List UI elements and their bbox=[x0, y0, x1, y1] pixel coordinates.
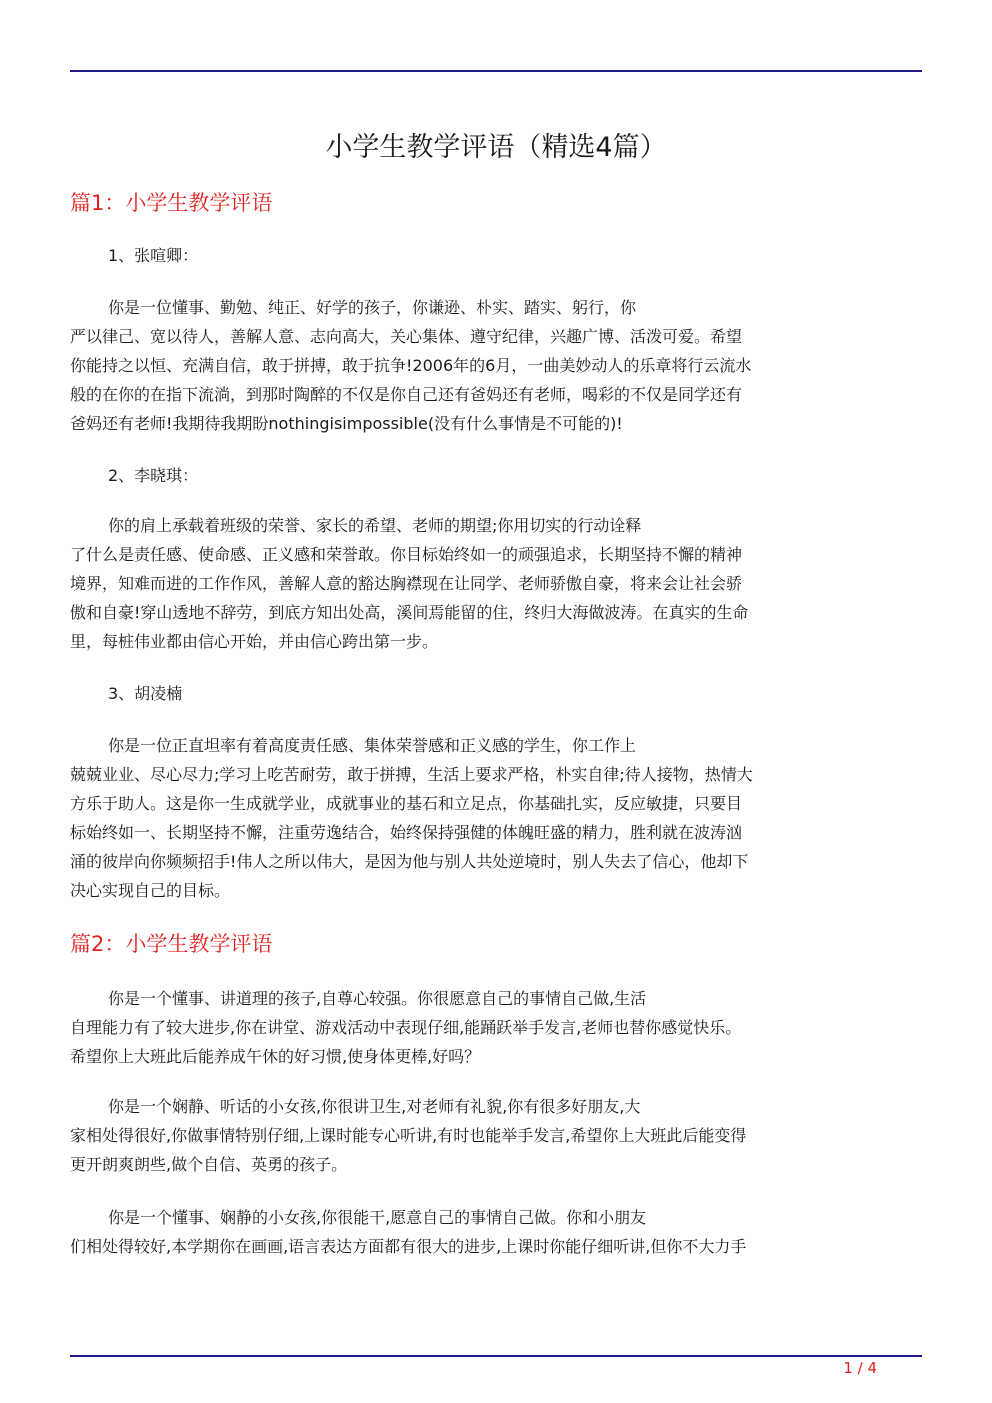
entry-label-3: 3、胡凌楠 bbox=[108, 684, 183, 703]
text-line: 更开朗爽朗些,做个自信、英勇的孩子。 bbox=[70, 1155, 348, 1174]
text-line: 你是一位正直坦率有着高度责任感、集体荣誉感和正义感的学生，你工作上 bbox=[108, 736, 637, 755]
text-line: 希望你上大班此后能养成午休的好习惯,使身体更棒,好吗？ bbox=[70, 1047, 481, 1066]
text-line: 你的肩上承载着班级的荣誉、家长的希望、老师的期望;你用切实的行动诠释 bbox=[108, 516, 642, 535]
text-line: 你能持之以恒、充满自信，敢于拼搏，敢于抗争!2006年的6月，一曲美妙动人的乐章将行云流水 bbox=[70, 356, 752, 375]
text-line: 自理能力有了较大进步,你在讲堂、游戏活动中表现仔细,能踊跃举手发言,老师也替你感觉快乐。 bbox=[70, 1018, 742, 1037]
text-line: 兢兢业业、尽心尽力;学习上吃苦耐劳，敢于拼搏，生活上要求严格，朴实自律;待人接物，热情大 bbox=[70, 765, 753, 784]
text-line: 决心实现自己的目标。 bbox=[70, 881, 231, 900]
document-title: 小学生教学评语（精选4篇） bbox=[325, 132, 667, 163]
text-line: 涌的彼岸向你频频招手!伟人之所以伟大，是因为他与别人共处逆境时，别人失去了信心，他却下 bbox=[70, 852, 749, 871]
paragraph-2-2 bbox=[70, 1092, 922, 1179]
entry-paragraph-1 bbox=[70, 293, 922, 438]
text-line: 方乐于助人。这是你一生成就学业，成就事业的基石和立足点，你基础扎实，反应敏捷，只要目 bbox=[70, 794, 743, 813]
text-line: 你是一个懂事、讲道理的孩子,自尊心较强。你很愿意自己的事情自己做,生活 bbox=[108, 989, 647, 1008]
page-number: 1 / 4 bbox=[843, 1359, 877, 1377]
paragraph-2-3 bbox=[70, 1203, 922, 1261]
text-line: 爸妈还有老师!我期待我期盼nothingisimpossible(没有什么事情是不可能的)! bbox=[70, 414, 623, 433]
text-line: 你是一位懂事、勤勉、纯正、好学的孩子，你谦逊、朴实、踏实、躬行，你 bbox=[108, 298, 637, 317]
text-line: 傲和自豪!穿山透地不辞劳，到底方知出处高，溪间焉能留的住，终归大海做波涛。在真实的生命 bbox=[70, 603, 749, 622]
text-line: 般的在你的在指下流淌，到那时陶醉的不仅是你自己还有爸妈还有老师，喝彩的不仅是同学还有 bbox=[70, 385, 743, 404]
text-line: 你是一个懂事、娴静的小女孩,你很能干,愿意自己的事情自己做。你和小朋友 bbox=[108, 1208, 647, 1227]
text-line: 里，每桩伟业都由信心开始，并由信心跨出第一步。 bbox=[70, 632, 439, 651]
paragraph-2-1 bbox=[70, 984, 922, 1071]
text-line: 境界，知难而进的工作作风，善解人意的豁达胸襟现在让同学、老师骄傲自豪，将来会让社会骄 bbox=[70, 574, 743, 593]
footer-rule bbox=[70, 1355, 922, 1357]
text-line: 标始终如一、长期坚持不懈，注重劳逸结合，始终保持强健的体魄旺盛的精力，胜利就在波涛汹 bbox=[70, 823, 743, 842]
text-line: 们相处得较好,本学期你在画画,语言表达方面都有很大的进步,上课时你能仔细听讲,但你不大力手 bbox=[70, 1237, 747, 1256]
text-line: 严以律己、宽以待人，善解人意、志向高大，关心集体、遵守纪律，兴趣广博、活泼可爱。希望 bbox=[70, 327, 743, 346]
entry-paragraph-3 bbox=[70, 731, 922, 905]
text-line: 你是一个娴静、听话的小女孩,你很讲卫生,对老师有礼貌,你有很多好朋友,大 bbox=[108, 1097, 641, 1116]
header-rule bbox=[70, 70, 922, 72]
entry-label-2: 2、李晓琪： bbox=[108, 466, 199, 485]
text-line: 家相处得很好,你做事情特别仔细,上课时能专心听讲,有时也能举手发言,希望你上大班此后能变得 bbox=[70, 1126, 747, 1145]
section-heading-2: 篇2：小学生教学评语 bbox=[70, 932, 273, 956]
text-line: 了什么是责任感、使命感、正义感和荣誉敢。你目标始终如一的顽强追求，长期坚持不懈的精神 bbox=[70, 545, 743, 564]
entry-label-1: 1、张喧卿： bbox=[108, 246, 199, 265]
entry-paragraph-2 bbox=[70, 511, 922, 656]
section-heading-1: 篇1：小学生教学评语 bbox=[70, 191, 273, 215]
